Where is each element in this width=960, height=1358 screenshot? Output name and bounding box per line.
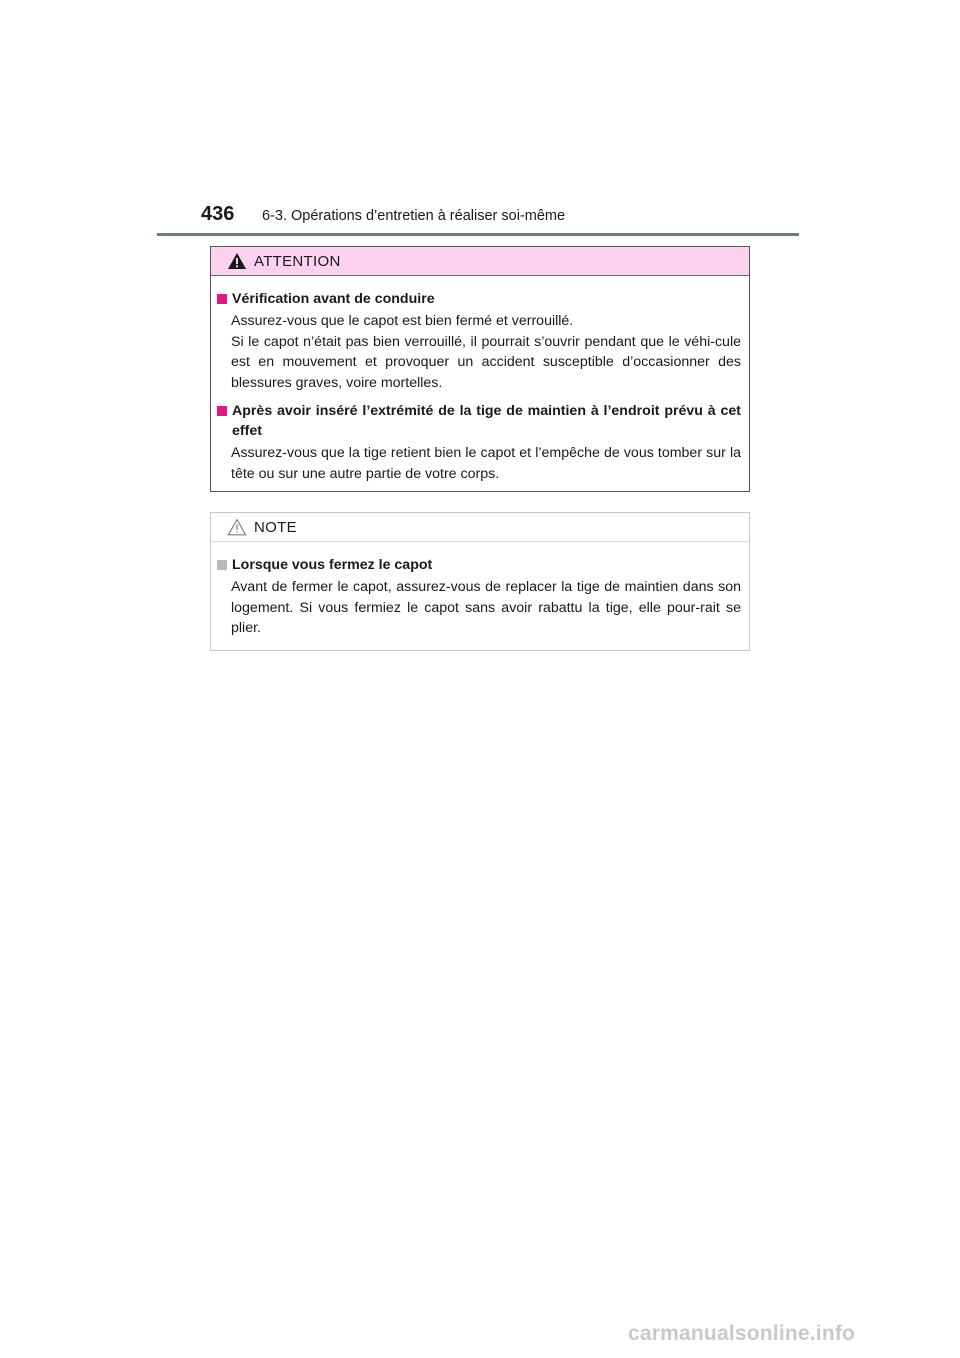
warning-triangle-filled-icon [227, 252, 247, 270]
attention-body [211, 276, 749, 484]
attention-box [210, 246, 750, 492]
note-item [217, 555, 741, 639]
page-number: 436 [201, 203, 235, 225]
attention-item [217, 401, 741, 484]
item-title: Après avoir inséré l’extrémité de la tige de maintien à l’endroit prévu à cet effet [232, 403, 741, 439]
note-box [210, 512, 750, 651]
square-bullet-icon [217, 406, 227, 416]
item-paragraph: Assurez-vous que la tige retient bien le capot et l’empêche de vous tomber sur la tête ou sur une autre partie de votre corps. [231, 445, 741, 482]
item-paragraph: Si le capot n’était pas bien verrouillé, il pourrait s’ouvrir pendant que le véhi-cule est en mouvement et provoquer un accident susceptible d’occasionner des blessures graves, voire mortelles. [231, 333, 741, 391]
section-title: 6-3. Opérations d’entretien à réaliser soi-même [262, 208, 566, 224]
note-body [211, 542, 749, 639]
item-paragraph: Assurez-vous que le capot est bien fermé et verrouillé. [231, 313, 574, 329]
watermark: carmanualsonline.info [628, 1322, 856, 1345]
note-header [211, 513, 749, 542]
square-bullet-icon [217, 294, 227, 304]
attention-item [217, 289, 741, 393]
header-divider [157, 233, 799, 236]
item-paragraph: Avant de fermer le capot, assurez-vous de replacer la tige de maintien dans son logement. Si vous fermiez le capot sans avoir rabattu la tige, elle pour-rait se plier. [231, 579, 741, 636]
note-label: NOTE [254, 519, 297, 536]
attention-header [211, 247, 749, 276]
warning-triangle-outline-icon [227, 518, 247, 536]
attention-label: ATTENTION [254, 253, 341, 270]
square-bullet-icon [217, 560, 227, 570]
item-title: Lorsque vous fermez le capot [232, 557, 433, 573]
item-title: Vérification avant de conduire [232, 291, 435, 307]
